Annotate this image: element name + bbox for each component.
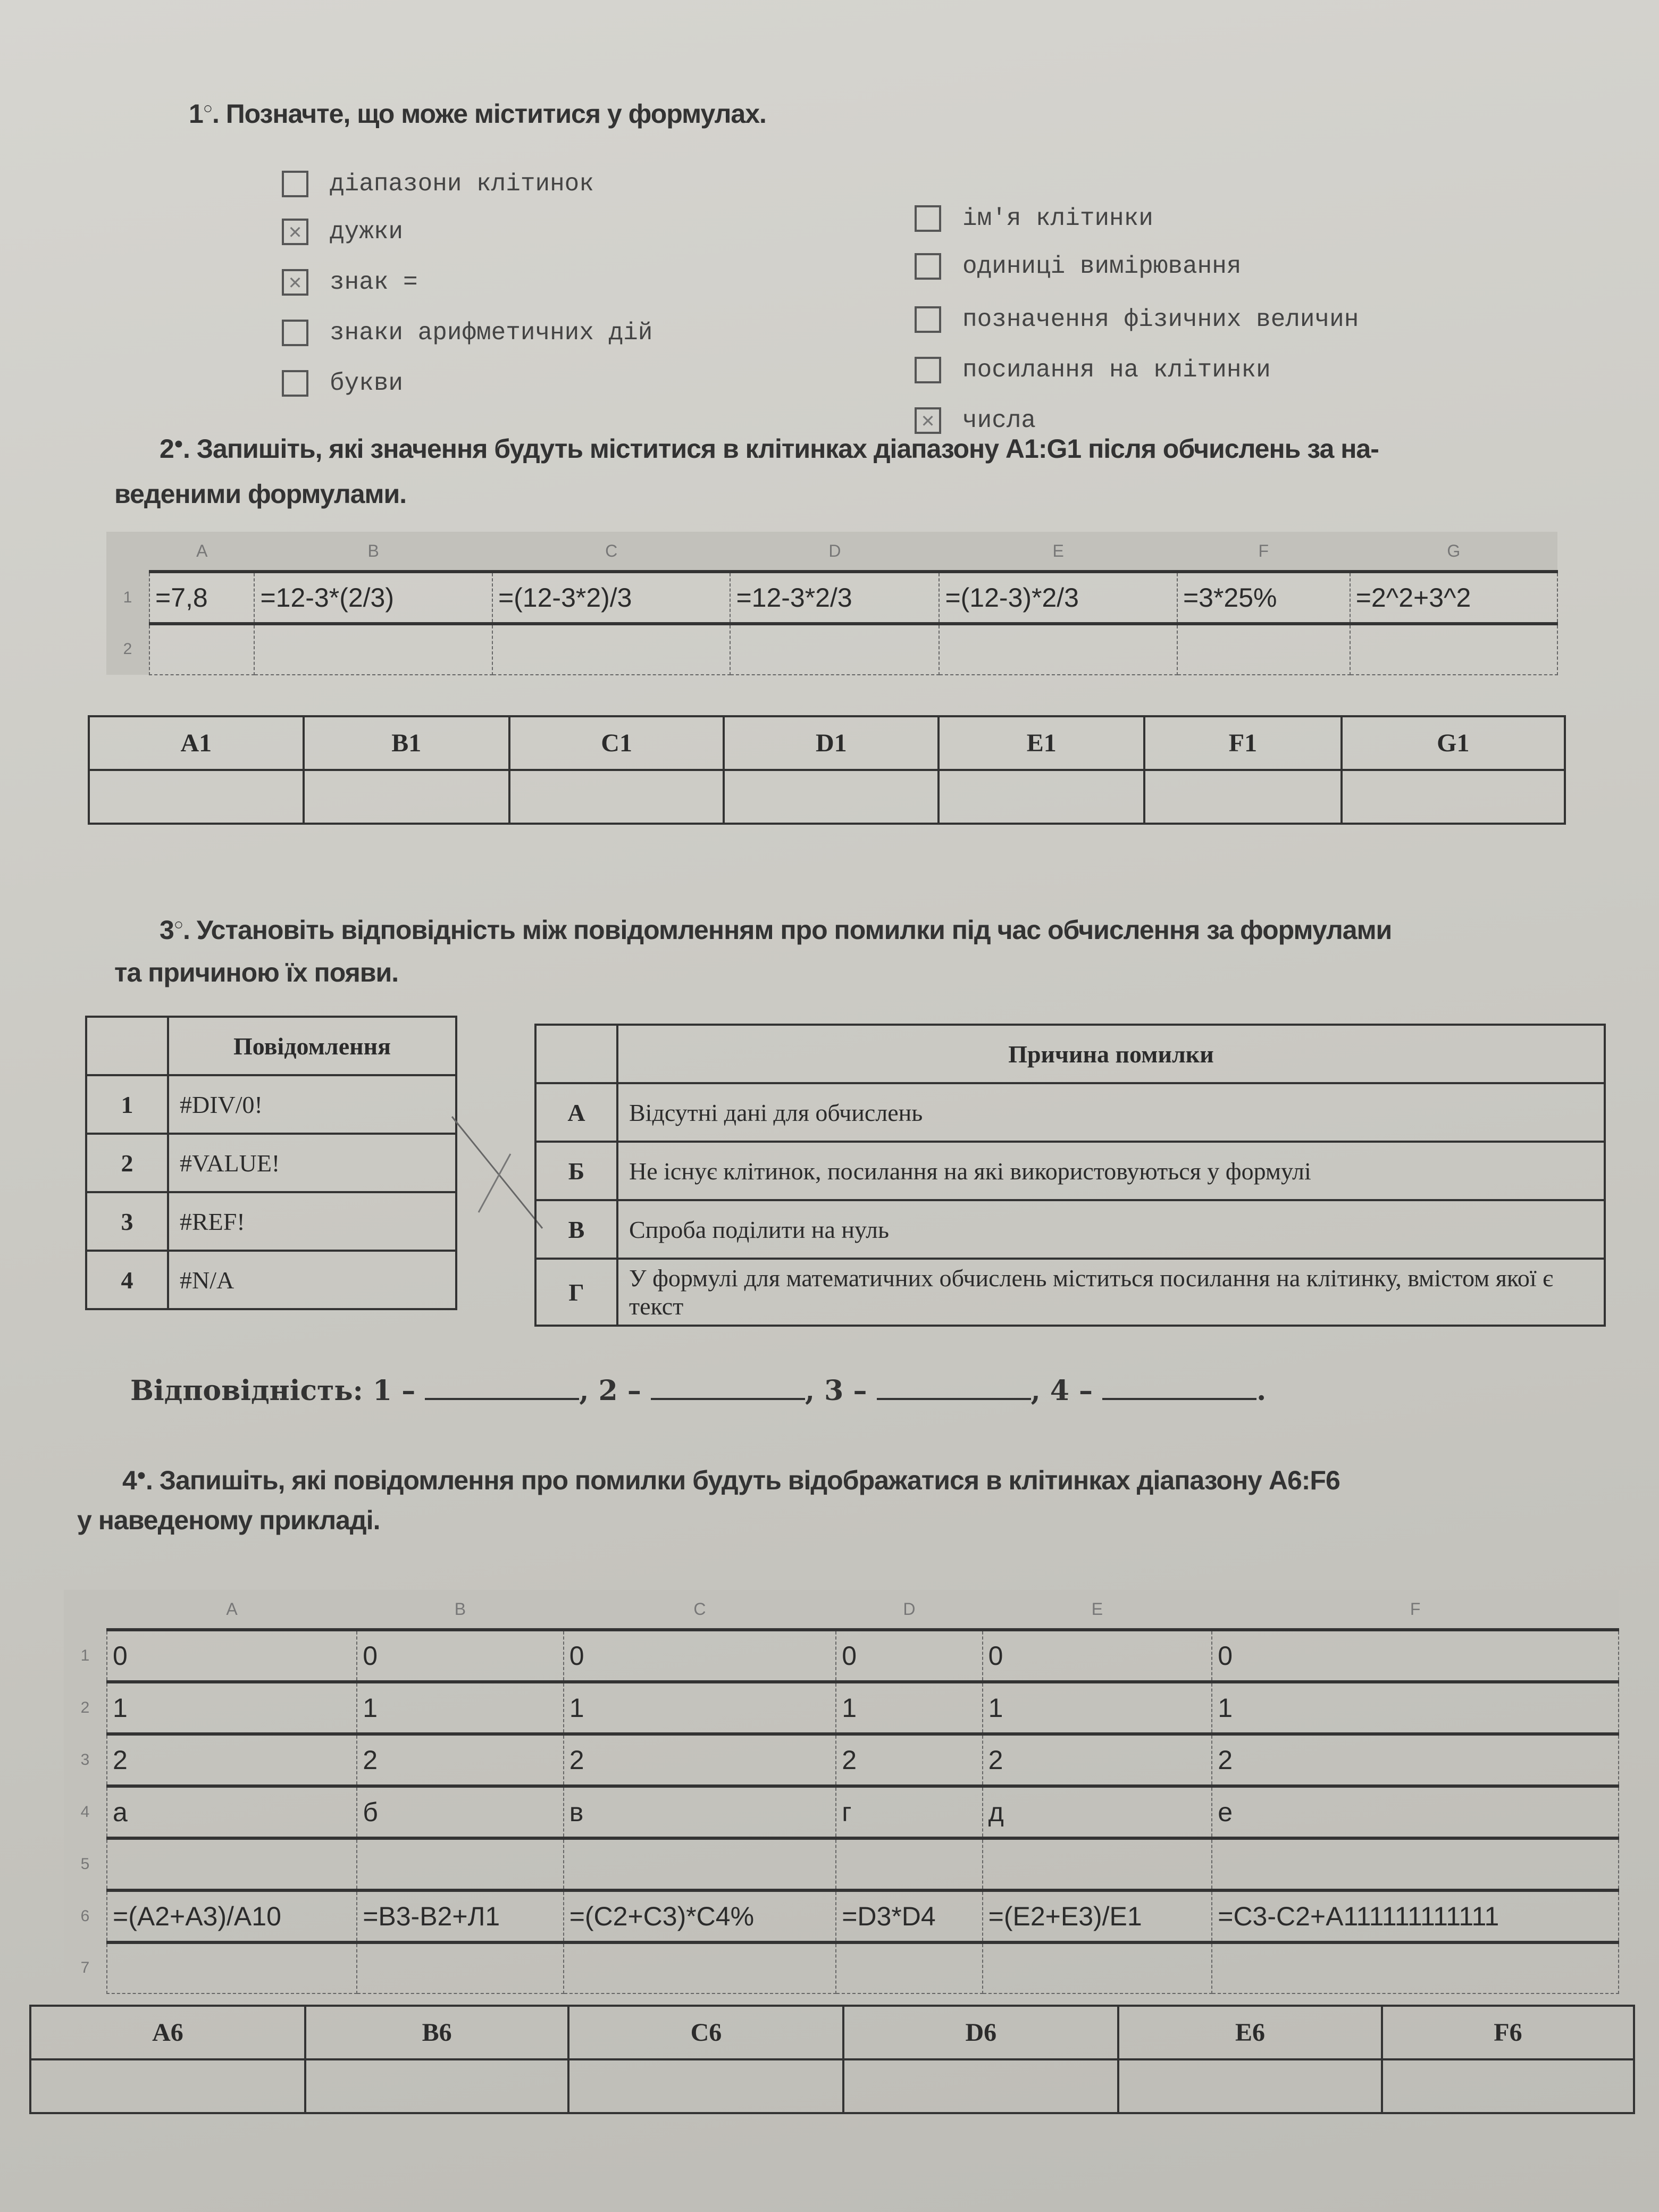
answer-header: C1 [509, 716, 724, 770]
sheet-cell[interactable] [564, 1942, 836, 1993]
answer-header: E1 [939, 716, 1144, 770]
answer-header: F1 [1144, 716, 1341, 770]
answer-cell[interactable] [1342, 770, 1565, 824]
table-row [535, 1142, 1605, 1200]
sheet-cell[interactable]: =D3*D4 [836, 1890, 982, 1942]
sheet-cell[interactable] [107, 1838, 357, 1890]
row-label: А [535, 1083, 617, 1142]
answer-blank-3[interactable] [877, 1377, 1031, 1400]
row-header: 3 [64, 1734, 107, 1786]
row-label: Г [535, 1259, 617, 1326]
column-header: C [564, 1590, 836, 1630]
table-header-row [535, 1025, 1605, 1083]
row-header: 1 [64, 1630, 107, 1682]
answer-blank-2[interactable] [651, 1377, 805, 1400]
sheet-cell[interactable]: д [983, 1786, 1212, 1838]
answer-header: A1 [89, 716, 304, 770]
checkbox-label: числа [962, 407, 1036, 434]
table-row [86, 1134, 456, 1192]
sheet-cell[interactable] [836, 1838, 982, 1890]
checkbox-option[interactable] [915, 306, 1359, 333]
answer-cell[interactable] [89, 770, 304, 824]
column-header: D [730, 532, 939, 572]
sheet-cell[interactable]: =(E2+E3)/E1 [983, 1890, 1212, 1942]
sheet-cell[interactable]: 0 [107, 1630, 357, 1682]
answer-blank-4[interactable] [1102, 1377, 1256, 1400]
sheet-cell[interactable]: =12-3*2/3 [730, 572, 939, 624]
answer-cell[interactable] [939, 770, 1144, 824]
empty-header-cell [86, 1017, 168, 1075]
row-text: #DIV/0! [168, 1075, 456, 1134]
sheet-row [64, 1786, 1619, 1838]
sheet-cell[interactable]: 0 [357, 1630, 563, 1682]
sheet-cell[interactable]: е [1212, 1786, 1619, 1838]
error-causes-table [534, 1024, 1606, 1327]
sheet-cell[interactable] [983, 1838, 1212, 1890]
checkbox-option[interactable] [915, 356, 1271, 384]
match-line [452, 1117, 542, 1228]
checkbox-icon[interactable] [915, 357, 941, 383]
answer-input-row [89, 770, 1565, 824]
sheet-cell[interactable]: 0 [1212, 1630, 1619, 1682]
row-label: 1 [86, 1075, 168, 1134]
row-header: 2 [106, 624, 149, 675]
sheet-cell[interactable]: =(12-3*2)/3 [492, 572, 730, 624]
answer-label-2: , 2 – [579, 1375, 641, 1407]
row-label: 3 [86, 1192, 168, 1251]
error-messages-table [85, 1016, 457, 1310]
sheet-cell[interactable]: =12-3*(2/3) [254, 572, 492, 624]
row-text: Не існує клітинок, посилання на які використовуються у формулі [617, 1142, 1605, 1200]
table-header: Причина помилки [617, 1025, 1605, 1083]
column-header: F [1212, 1590, 1619, 1630]
answer-header-row [30, 2006, 1634, 2059]
column-header: A [107, 1590, 357, 1630]
corner-cell [106, 532, 149, 572]
empty-header-cell [535, 1025, 617, 1083]
row-header: 7 [64, 1942, 107, 1993]
table-row [535, 1259, 1605, 1326]
answer-label-3: , 3 – [805, 1375, 867, 1407]
table-row [86, 1192, 456, 1251]
answer-header: F6 [1382, 2006, 1634, 2059]
answer-cell[interactable] [1382, 2059, 1634, 2113]
row-text: Відсутні дані для обчислень [617, 1083, 1605, 1142]
row-header: 5 [64, 1838, 107, 1890]
checked-box-icon[interactable]: ✕ [915, 407, 941, 434]
q2-number: 2 [160, 434, 174, 464]
sheet-cell[interactable]: 2 [564, 1734, 836, 1786]
answer-header: D6 [843, 2006, 1118, 2059]
checkbox-label: знак = [330, 269, 418, 296]
sheet-cell[interactable]: =3*25% [1177, 572, 1350, 624]
table-header-row [86, 1017, 456, 1075]
answer-header: E6 [1118, 2006, 1382, 2059]
table-row [86, 1075, 456, 1134]
sheet-cell[interactable] [836, 1942, 982, 1993]
column-header: G [1350, 532, 1557, 572]
column-header: D [836, 1590, 982, 1630]
answer-label-4: , 4 – [1030, 1375, 1093, 1407]
table-row [86, 1251, 456, 1309]
answer-cell[interactable] [1144, 770, 1341, 824]
checkbox-option[interactable] [282, 319, 652, 347]
answer-cell[interactable] [724, 770, 939, 824]
q1-difficulty-mark: ○ [203, 99, 212, 118]
sheet-cell[interactable]: в [564, 1786, 836, 1838]
column-header: A [149, 532, 254, 572]
sheet-row [64, 1838, 1619, 1890]
q4-title-line2: у наведеному прикладі. [77, 1505, 380, 1535]
checkbox-icon[interactable] [915, 253, 941, 280]
q1-number: 1 [189, 99, 203, 129]
sheet-cell[interactable] [983, 1942, 1212, 1993]
checkbox-label: ім'я клітинки [962, 205, 1153, 232]
sheet-cell[interactable]: 2 [357, 1734, 563, 1786]
sheet-cell[interactable] [1212, 1942, 1619, 1993]
sheet-row [106, 572, 1557, 624]
sheet-cell[interactable] [730, 624, 939, 675]
row-text: #N/A [168, 1251, 456, 1309]
sheet-cell[interactable]: 1 [1212, 1682, 1619, 1734]
q4-number: 4 [122, 1465, 137, 1495]
sheet-cell[interactable] [357, 1838, 563, 1890]
q3-title-text: . Установіть відповідність між повідомленням про помилки під час обчислення за формулами [182, 915, 1392, 945]
row-header: 2 [64, 1682, 107, 1734]
answer-cell[interactable] [1118, 2059, 1382, 2113]
checkbox-icon[interactable] [282, 320, 308, 346]
sheet-cell[interactable]: 1 [983, 1682, 1212, 1734]
checked-box-icon[interactable]: ✕ [282, 219, 308, 245]
checkbox-label: діапазони клітинок [330, 170, 594, 198]
table-header: Повідомлення [168, 1017, 456, 1075]
row-label: 2 [86, 1134, 168, 1192]
sheet-cell[interactable]: =B3-B2+Л1 [357, 1890, 563, 1942]
answer-cell[interactable] [509, 770, 724, 824]
row-label: 4 [86, 1251, 168, 1309]
sheet-cell[interactable] [564, 1838, 836, 1890]
checkbox-icon[interactable] [282, 370, 308, 397]
checkbox-option[interactable] [282, 218, 403, 246]
table-row [535, 1200, 1605, 1259]
q2-title-text: . Запишіть, які значення будуть міститися в клітинках діапазону A1:G1 після обчислень за на- [182, 434, 1379, 464]
sheet-cell[interactable]: 1 [836, 1682, 982, 1734]
sheet-cell[interactable] [492, 624, 730, 675]
checked-box-icon[interactable]: ✕ [282, 269, 308, 296]
row-text: У формулі для математичних обчислень міститься посилання на клітинку, вмістом якої є текст [617, 1259, 1605, 1326]
answer-cell[interactable] [305, 2059, 569, 2113]
checkbox-icon[interactable] [915, 205, 941, 232]
answer-label: Відповідність: 1 – [130, 1375, 416, 1407]
q2-title [160, 433, 1379, 464]
answer-header-row [89, 716, 1565, 770]
answer-end: . [1256, 1375, 1267, 1407]
answer-header: G1 [1342, 716, 1565, 770]
sheet-cell[interactable]: 2 [107, 1734, 357, 1786]
sheet-row [64, 1942, 1619, 1993]
sheet-row [64, 1630, 1619, 1682]
sheet-cell[interactable] [107, 1942, 357, 1993]
sheet-cell[interactable]: =7,8 [149, 572, 254, 624]
row-label: В [535, 1200, 617, 1259]
checkbox-option[interactable] [282, 269, 418, 296]
column-header: E [939, 532, 1177, 572]
checkbox-option[interactable] [915, 253, 1242, 280]
table-row [535, 1083, 1605, 1142]
column-header: C [492, 532, 730, 572]
q2-difficulty-mark: ● [173, 434, 183, 453]
checkbox-label: дужки [330, 218, 404, 246]
sheet-row [64, 1890, 1619, 1942]
row-text: #VALUE! [168, 1134, 456, 1192]
sheet-cell[interactable] [357, 1942, 563, 1993]
sheet-cell[interactable]: 2 [983, 1734, 1212, 1786]
sheet-row [64, 1734, 1619, 1786]
column-header: F [1177, 532, 1350, 572]
row-header: 4 [64, 1786, 107, 1838]
q2-spreadsheet [106, 532, 1558, 675]
q1-title-text: . Позначте, що може міститися у формулах. [212, 99, 766, 129]
answer-cell[interactable] [30, 2059, 305, 2113]
q3-number: 3 [160, 915, 174, 945]
column-header-row [64, 1590, 1619, 1630]
sheet-cell[interactable]: 2 [1212, 1734, 1619, 1786]
checkbox-option[interactable] [282, 370, 403, 397]
sheet-cell[interactable] [1177, 624, 1350, 675]
answer-cell[interactable] [568, 2059, 843, 2113]
q4-spreadsheet [64, 1590, 1619, 1994]
sheet-cell[interactable]: =(12-3)*2/3 [939, 572, 1177, 624]
sheet-cell[interactable]: =C3-C2+A111111111111 [1212, 1890, 1619, 1942]
answer-blank-1[interactable] [425, 1377, 579, 1400]
column-header: B [357, 1590, 563, 1630]
sheet-cell[interactable]: =2^2+3^2 [1350, 572, 1557, 624]
row-text: Спроба поділити на нуль [617, 1200, 1605, 1259]
q3-title-line2: та причиною їх появи. [114, 958, 399, 987]
sheet-cell[interactable]: а [107, 1786, 357, 1838]
column-header: E [983, 1590, 1212, 1630]
q4-difficulty-mark: ● [136, 1466, 146, 1484]
q4-answer-table [29, 2005, 1635, 2114]
q2-answer-table [88, 715, 1566, 825]
q3-difficulty-mark: ○ [173, 916, 183, 934]
sheet-cell[interactable] [939, 624, 1177, 675]
checkbox-option[interactable] [282, 170, 594, 198]
sheet-cell[interactable] [254, 624, 492, 675]
sheet-cell[interactable]: =(C2+C3)*C4% [564, 1890, 836, 1942]
sheet-cell[interactable]: 1 [107, 1682, 357, 1734]
sheet-cell[interactable] [149, 624, 254, 675]
answer-header: B6 [305, 2006, 569, 2059]
checkbox-label: знаки арифметичних дій [330, 319, 653, 347]
answer-cell[interactable] [843, 2059, 1118, 2113]
checkbox-option[interactable] [915, 205, 1153, 232]
sheet-cell[interactable]: 1 [357, 1682, 563, 1734]
corner-cell [64, 1590, 107, 1630]
answer-header: B1 [304, 716, 509, 770]
checkbox-label: посилання на клітинки [962, 356, 1271, 384]
column-header-row [106, 532, 1557, 572]
q4-title [122, 1465, 1340, 1496]
q4-title-text: . Запишіть, які повідомлення про помилки будуть відображатися в клітинках діапазону A6:F6 [145, 1465, 1340, 1495]
sheet-cell[interactable]: г [836, 1786, 982, 1838]
sheet-cell[interactable] [1350, 624, 1557, 675]
row-text: #REF! [168, 1192, 456, 1251]
sheet-row [64, 1682, 1619, 1734]
checkbox-label: букви [330, 370, 404, 397]
q2-title-line2: веденими формулами. [114, 479, 407, 509]
sheet-cell[interactable]: 0 [564, 1630, 836, 1682]
checkbox-label: позначення фізичних величин [962, 306, 1359, 333]
checkbox-label: одиниці вимірювання [962, 253, 1242, 280]
answer-input-row [30, 2059, 1634, 2113]
sheet-row [106, 624, 1557, 675]
sheet-cell[interactable]: 1 [564, 1682, 836, 1734]
q3-answer-line [130, 1375, 1266, 1407]
answer-header: D1 [724, 716, 939, 770]
q3-title [160, 915, 1392, 945]
column-header: B [254, 532, 492, 572]
checkbox-icon[interactable] [915, 306, 941, 333]
answer-header: A6 [30, 2006, 305, 2059]
sheet-cell[interactable]: 2 [836, 1734, 982, 1786]
row-header: 6 [64, 1890, 107, 1942]
sheet-cell[interactable]: 0 [983, 1630, 1212, 1682]
q1-title [189, 98, 766, 129]
checkbox-option[interactable] [915, 407, 1036, 434]
sheet-cell[interactable]: б [357, 1786, 563, 1838]
sheet-cell[interactable]: 0 [836, 1630, 982, 1682]
sheet-cell[interactable]: =(A2+A3)/A10 [107, 1890, 357, 1942]
sheet-cell[interactable] [1212, 1838, 1619, 1890]
answer-header: C6 [568, 2006, 843, 2059]
row-label: Б [535, 1142, 617, 1200]
checkbox-icon[interactable] [282, 171, 308, 197]
answer-cell[interactable] [304, 770, 509, 824]
row-header: 1 [106, 572, 149, 624]
